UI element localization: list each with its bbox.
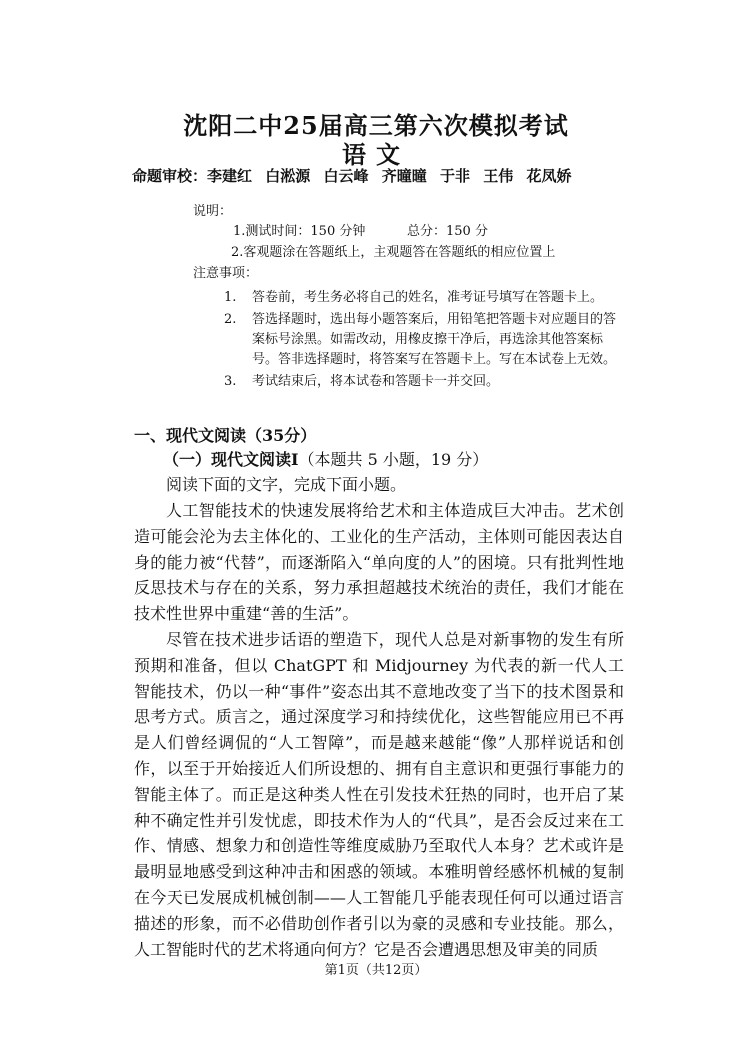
instructions-label: 说明： [193, 204, 233, 219]
exam-title: 沈阳二中25届高三第六次模拟考试 [183, 111, 569, 140]
author-label: 命题审校：李建红 [132, 167, 253, 185]
section-heading: 一、现代文阅读（35分） [134, 426, 317, 445]
notice-number: 3. [224, 374, 237, 389]
instructions-time: 1.测试时间：150 分钟 [233, 224, 366, 239]
exam-subject: 语文 [342, 140, 410, 169]
passage-paragraph: 尽管在技术进步话语的塑造下，现代人总是对新事物的发生有所预期和准备，但以 ChatGPT 和 Midjourney 为代表的新一代人工智能技术，仍以一种“事件”姿态出其不意地改变了当下的技术图景和思考方式。质言之，通过深度学习和持续优化，这些智能应用已不再是人们曾经调侃的“人工智障”，而是越来越能“像”人那样说话和创作，以至于开始接近人们所设想的、拥有自主意识和更强行事能力的智能主体了。而正是这种类人性在引发技术狂热的同时，也开启了某种不确定性并引发忧虑，即技术作为人的“代具”，是否会反过来在工作、情感、想象力和创造性等维度威胁乃至取代人本身？艺术或许是最明显地感受到这种冲击和困惑的领域。本雅明曾经感怀机械的复制在今天已发展成机械创制——人工智能几乎能表现任何可以通过语言描述的形象，而不必借助创作者引以为豪的灵感和专业技能。那么，人工智能时代的艺术将通向何方？它是否会遭遇思想及审美的同质 [134, 629, 624, 959]
author-name: 花凤娇 [526, 167, 572, 185]
author-name: 王伟 [483, 167, 514, 185]
authors-line [132, 166, 572, 186]
reading-passage [134, 498, 624, 962]
notice-number: 1. [224, 290, 237, 305]
author-name: 齐曈曈 [381, 167, 427, 185]
notice-text: 考试结束后，将本试卷和答题卡一并交回。 [252, 374, 500, 389]
passage-paragraph: 人工智能技术的快速发展将给艺术和主体造成巨大冲击。艺术创造可能会沦为去主体化的、工业化的生产活动，主体则可能因表达自身的能力被“代替”，而逐渐陷入“单向度的人”的困境。只有批判性地反思技术与存在的关系，努力承担超越技术统治的责任，我们才能在技术性世界中重建“善的生活”。 [134, 501, 624, 624]
sub-section-heading [163, 450, 488, 470]
notice-text: 答卷前，考生务必将自己的姓名，准考证号填写在答题卡上。 [252, 290, 604, 305]
author-name: 白云峰 [323, 167, 369, 185]
author-name: 白淞源 [265, 167, 311, 185]
notice-text: 答选择题时，选出每小题答案后，用铅笔把答题卡对应题目的答案标号涂黑。如需改动，用橡皮擦干净后，再选涂其他答案标号。答非选择题时，将答案写在答题卡上。写在本试卷上无效。 [252, 312, 617, 367]
sub-heading-detail: （本题共 5 小题，19 分） [298, 450, 489, 469]
author-name: 于非 [440, 167, 471, 185]
notice-item [224, 372, 624, 392]
instructions-answer-rule: 2.客观题涂在答题纸上，主观题答在答题纸的相应位置上 [231, 245, 556, 260]
sub-heading-title: （一）现代文阅读Ⅰ [163, 450, 299, 469]
notice-item [224, 310, 624, 370]
page-number: 第1页（共12页） [324, 963, 428, 978]
notice-item [224, 288, 624, 308]
reading-instruction: 阅读下面的文字，完成下面小题。 [166, 475, 407, 494]
notice-number: 2. [224, 312, 237, 327]
instructions-score: 总分：150 分 [407, 224, 488, 239]
notices-label: 注意事项： [193, 266, 259, 281]
notices-list [224, 288, 624, 394]
